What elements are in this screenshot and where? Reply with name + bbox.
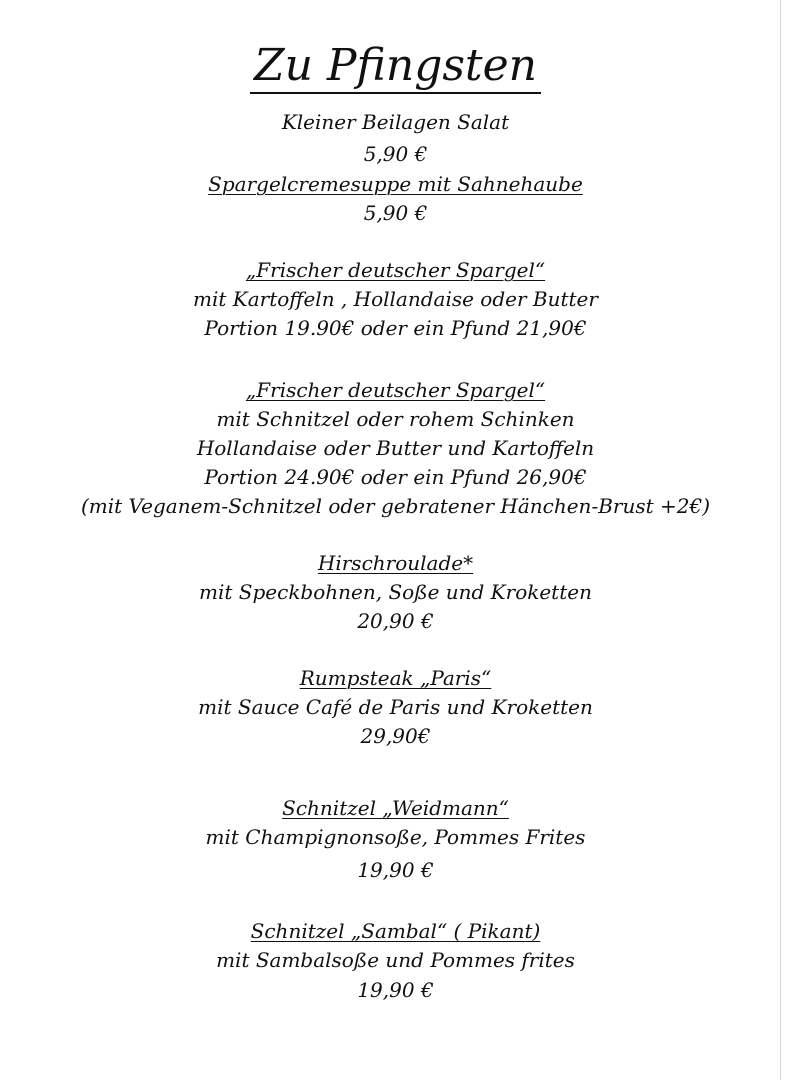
- menu-item-name: „Frischer deutscher Spargel“: [245, 378, 546, 402]
- menu-item-description: mit Sauce Café de Paris und Kroketten: [198, 695, 593, 719]
- menu-item-price: 5,90 €: [363, 201, 428, 225]
- menu-item-price: Portion 24.90€ oder ein Pfund 26,90€: [204, 465, 587, 489]
- menu-item-price: 5,90 €: [363, 142, 428, 166]
- menu-item-price: 19,90 €: [357, 858, 434, 882]
- menu-title: [0, 36, 791, 96]
- menu-item-price: 20,90 €: [357, 609, 434, 633]
- menu-item-name: Schnitzel „Sambal“ ( Pikant): [250, 919, 541, 943]
- menu-item-name: Spargelcremesuppe mit Sahnehaube: [208, 172, 583, 196]
- menu-item-description: mit Champignonsoße, Pommes Frites: [205, 825, 586, 849]
- menu-item-description: mit Schnitzel oder rohem Schinken: [216, 407, 575, 431]
- menu-item-description: Hollandaise oder Butter und Kartoffeln: [196, 436, 595, 460]
- menu-item-name: Rumpsteak „Paris“: [299, 666, 492, 690]
- menu-item-description: mit Speckbohnen, Soße und Kroketten: [199, 580, 592, 604]
- menu-item-name: Schnitzel „Weidmann“: [282, 796, 509, 820]
- menu-item-name: „Frischer deutscher Spargel“: [245, 258, 546, 282]
- menu-item-note: (mit Veganem-Schnitzel oder gebratener Hänchen-Brust +2€): [80, 494, 711, 518]
- menu-item-price: 19,90 €: [357, 978, 434, 1002]
- menu-title-text: Zu Pfingsten: [250, 40, 541, 94]
- menu-item-description: mit Kartoffeln , Hollandaise oder Butter: [193, 287, 598, 311]
- menu-item-price: Portion 19.90€ oder ein Pfund 21,90€: [204, 316, 587, 340]
- menu-item-name: Kleiner Beilagen Salat: [281, 110, 510, 134]
- menu-item-description: mit Sambalsoße und Pommes frites: [216, 948, 575, 972]
- menu-item-price: 29,90€: [360, 724, 431, 748]
- menu-item-name: Hirschroulade*: [317, 551, 474, 575]
